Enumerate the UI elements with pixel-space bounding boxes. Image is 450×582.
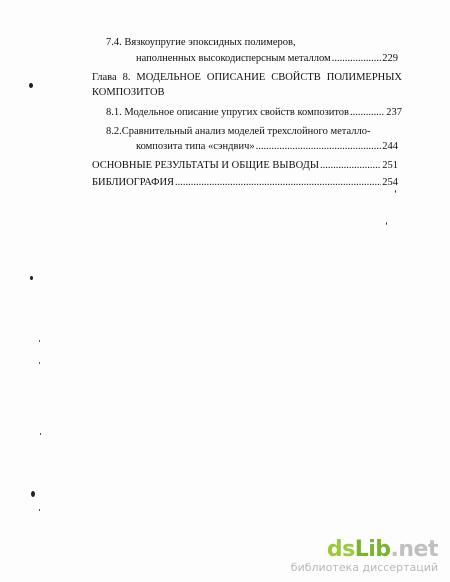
watermark-subtitle: библиотека диссертаций [290,561,438,574]
toc-chapter-8-line1[interactable]: Глава 8. МОДЕЛЬНОЕ ОПИСАНИЕ СВОЙСТВ ПОЛИМЕРНЫХ [92,72,402,83]
watermark[interactable] [291,539,438,574]
scan-speck [386,222,387,225]
toc-entry-8-1[interactable] [106,106,402,119]
toc-entry-bibliography-text: БИБЛИОГРАФИЯ [92,177,175,188]
toc-entry-results-page: 251 [382,160,398,171]
toc-entry-7-4-line2: наполненных высокодисперсным металлом [136,53,331,64]
toc-entry-8-2-line1: 8.2.Сравнительный анализ моделей трехслойного металло- [106,126,371,137]
toc-entry-8-2-page: 244 [382,141,398,152]
toc-entry-8-1-page: 237 [386,107,402,118]
dot-leader [332,52,382,65]
toc-entry-7-4-line1: 7.4. Вязкоупругие эпоксидных полимеров, [106,37,296,48]
scan-speck [29,83,33,88]
toc-entry-7-4-page: 229 [382,53,398,64]
toc-entry-results[interactable] [92,159,398,172]
toc-entry-bibliography-page: 254 [382,177,398,188]
toc-entry-8-2-line2: композита типа «сэндвич» [136,141,255,152]
scan-speck [30,276,33,280]
toc-entry-bibliography[interactable] [92,176,398,189]
scan-speck [39,340,40,342]
dot-leader [175,176,381,189]
scan-speck [395,190,396,193]
watermark-logo: dsLib.net [326,537,438,562]
dot-leader [350,106,385,119]
scan-speck [31,491,35,497]
scan-speck [39,509,40,511]
toc-entry-7-4[interactable] [136,52,398,65]
toc-chapter-8-line2: КОМПОЗИТОВ [92,87,165,98]
toc-entry-8-2[interactable] [136,140,398,153]
toc-entry-8-1-text: 8.1. Модельное описание упругих свойств композитов [106,107,350,118]
dot-leader [256,140,382,153]
dot-leader [320,159,381,172]
toc-entry-results-text: ОСНОВНЫЕ РЕЗУЛЬТАТЫ И ОБЩИЕ ВЫВОДЫ [92,160,319,171]
scan-speck [39,362,40,364]
scan-speck [40,433,41,435]
